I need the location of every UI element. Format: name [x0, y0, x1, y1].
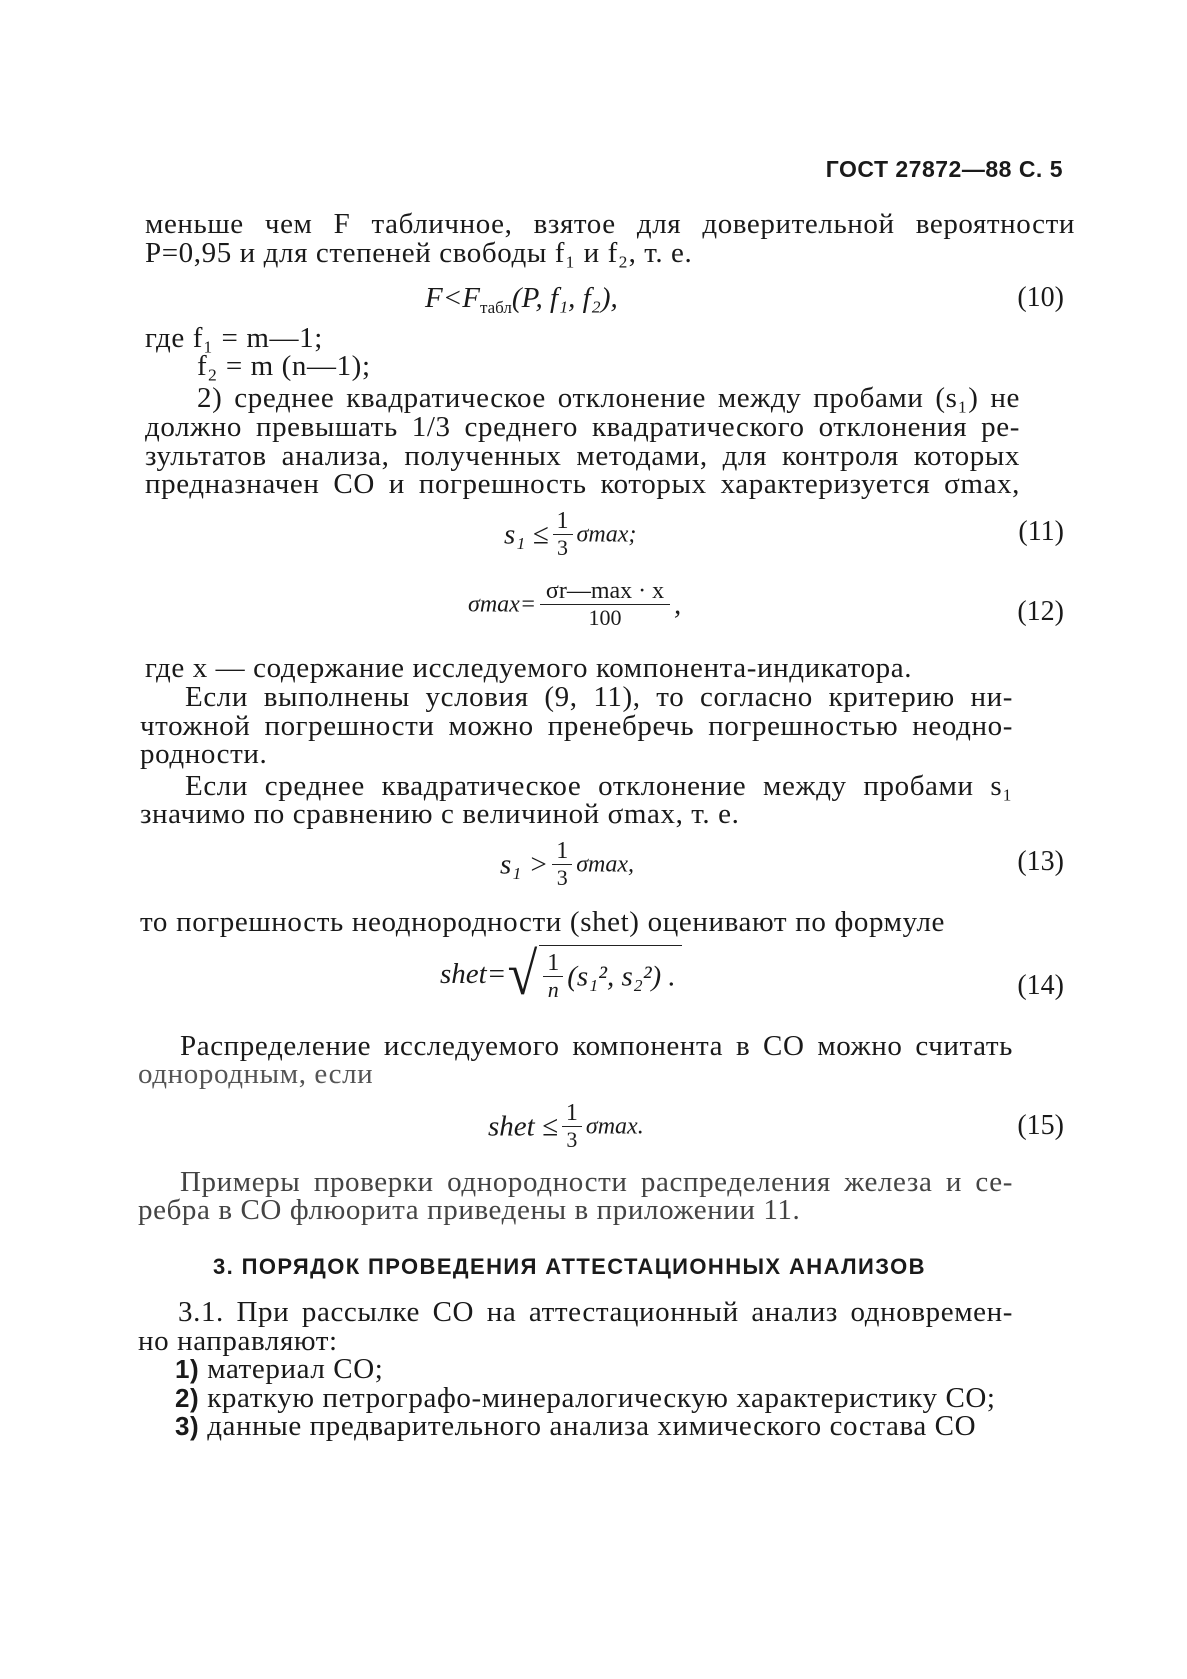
fraction-denominator: 100	[588, 605, 622, 630]
equation-15	[488, 1100, 644, 1153]
list-item-text: данные предварительного анализа химического состава СО	[207, 1410, 977, 1442]
list-item-number: 2)	[175, 1383, 200, 1413]
text-line: 2) среднее квадратическое отклонение между пробами (s₁) не	[197, 382, 1020, 414]
equation-11	[504, 508, 636, 561]
eq12-lhs: σmax=	[468, 591, 537, 618]
fraction-numerator: 1	[553, 508, 573, 535]
text-line: однородным, если	[138, 1058, 374, 1090]
equation-number: (11)	[1018, 516, 1064, 547]
text-line: 3.1. При рассылке СО на аттестационный анализ одновремен-	[178, 1296, 1013, 1328]
eq13-rhs: σmax,	[576, 851, 635, 878]
fraction-numerator: 1	[562, 1100, 582, 1127]
fraction	[540, 578, 670, 631]
where-line: где x — содержание исследуемого компонента-индикатора.	[145, 652, 913, 684]
list-item-text: краткую петрографо-минералогическую характеристику СО;	[207, 1382, 996, 1414]
eq11-rhs: σmax;	[576, 521, 637, 548]
eq14-lhs: shet=	[440, 958, 507, 990]
eq15-lhs: shet ≤	[488, 1110, 558, 1143]
text-line: но направляют:	[138, 1325, 338, 1357]
eq14-rhs: (s₁², s₂²) .	[567, 960, 676, 993]
fraction-denominator: n	[547, 977, 559, 1002]
text-line: P=0,95 и для степеней свободы f₁ и f₂, т. е.	[145, 237, 693, 269]
fraction	[562, 1100, 582, 1153]
text-line: должно превышать 1/3 среднего квадратического отклонения ре-	[145, 411, 1020, 443]
text-line: меньше чем F табличное, взятое для доверительной вероятности	[145, 208, 1075, 240]
list-item-number: 3)	[175, 1411, 200, 1441]
text-line: чтожной погрешности можно пренебречь погрешностью неодно-	[140, 710, 1013, 742]
text-line: Распределение исследуемого компонента в СО можно считать	[180, 1030, 1013, 1062]
sqrt-icon: √	[507, 941, 538, 1007]
eq13-lhs: s₁ >	[500, 848, 549, 881]
fraction-numerator: 1	[543, 950, 563, 977]
list-item-text: материал СО;	[207, 1353, 384, 1385]
text-line: Если выполнены условия (9, 11), то согласно критерию ни-	[185, 681, 1013, 713]
text-line: предназначен СО и погрешность которых характеризуется σmax,	[145, 468, 1020, 500]
radicand	[539, 945, 681, 1003]
equation-10	[425, 282, 618, 324]
fraction	[543, 950, 563, 1003]
eq10-sub: табл	[480, 298, 512, 317]
equation-number: (14)	[1017, 970, 1064, 1001]
text-line: зультатов анализа, полученных методами, для контроля которых	[145, 440, 1020, 472]
fraction-denominator: 3	[557, 535, 569, 560]
equation-number: (10)	[1017, 282, 1064, 313]
text-line: родности.	[140, 738, 268, 770]
equation-12	[468, 578, 681, 631]
where-line: где f₁ = m—1;	[145, 322, 323, 354]
list-item-number: 1)	[175, 1354, 200, 1384]
fraction-denominator: 3	[556, 865, 568, 890]
fraction	[553, 508, 573, 561]
list-item	[175, 1353, 383, 1385]
equation-14	[440, 941, 682, 1007]
equation-13	[500, 838, 634, 891]
fraction-numerator: σr—max · x	[540, 578, 670, 605]
eq11-lhs: s₁ ≤	[504, 518, 549, 551]
eq15-rhs: σmax.	[585, 1113, 644, 1140]
equation-number: (12)	[1017, 596, 1064, 627]
text-line: Если среднее квадратическое отклонение между пробами s₁	[185, 770, 1013, 802]
fraction-denominator: 3	[566, 1127, 578, 1152]
text-line: ребра в СО флюорита приведены в приложении 11.	[138, 1194, 801, 1226]
where-line: f₂ = m (n—1);	[197, 350, 371, 382]
section-title: 3. ПОРЯДОК ПРОВЕДЕНИЯ АТТЕСТАЦИОННЫХ АНАЛИЗОВ	[213, 1254, 926, 1279]
eq10-rhs: (P, f₁, f₂),	[511, 282, 618, 314]
text-line: Примеры проверки однородности распределения железа и се-	[180, 1166, 1013, 1198]
eq12-rhs: ,	[674, 588, 682, 621]
equation-number: (15)	[1017, 1110, 1064, 1141]
page-header: ГОСТ 27872—88 С. 5	[825, 156, 1063, 182]
text-line: значимо по сравнению с величиной σmax, т. е.	[140, 798, 740, 830]
fraction-numerator: 1	[552, 838, 572, 865]
eq10-lhs: F<F	[425, 282, 480, 314]
list-item	[175, 1410, 976, 1442]
equation-number: (13)	[1017, 846, 1064, 877]
text-line: то погрешность неоднородности (shet) оценивают по формуле	[140, 906, 945, 938]
fraction	[552, 838, 572, 891]
